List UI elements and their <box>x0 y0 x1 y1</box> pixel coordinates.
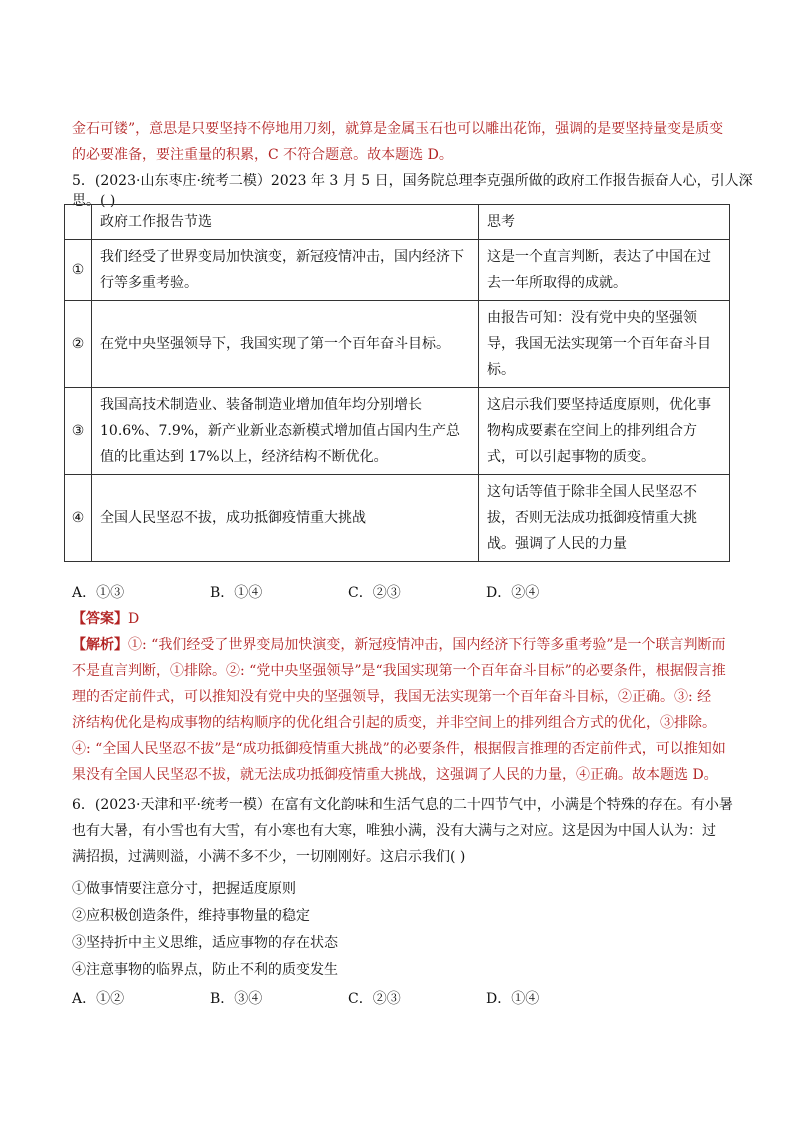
q6-option-b: B．③④ <box>210 991 263 1007</box>
q6-option-a: A．①② <box>72 991 125 1007</box>
table-header-row <box>65 205 730 240</box>
prev-analysis-line-2: 的必要准备，要注重量的积累，C 不符合题意。故本题选 D。 <box>72 147 453 163</box>
prev-analysis-line-1: 金石可镂”，意思是只要坚持不停地用刀刻，就算是金属玉石也可以雕出花饰，强调的是要坚持量变是质变 <box>72 121 724 137</box>
q5-stem-line-1: 5．(2023·山东枣庄·统考二模）2023 年 3 月 5 日，国务院总理李克强所做的政府工作报告振奋人心，引人深 <box>72 173 753 189</box>
row-number: ② <box>65 301 92 388</box>
row-excerpt: 在党中央坚强领导下，我国实现了第一个百年奋斗目标。 <box>92 301 479 388</box>
q5-answer <box>72 609 732 629</box>
row-excerpt: 我国高技术制造业、装备制造业增加值年均分别增长 10.6%、7.9%，新产业新业态新模式增加值占国内生产总值的比重达到 17%以上，经济结构不断优化。 <box>92 388 479 475</box>
row-number: ③ <box>65 388 92 475</box>
row-number: ④ <box>65 475 92 562</box>
q5-analysis-line-4: 济结构优化是构成事物的结构顺序的优化组合引起的质变，并非空间上的排列组合方式的优化，③排除。 <box>72 715 716 731</box>
q5-analysis-line-2: 不是直言判断，①排除。②: “党中央坚强领导”是“我国实现第一个百年奋斗目标”的必要条件，根据假言推 <box>72 663 726 679</box>
row-think: 由报告可知：没有党中央的坚强领导，我国无法实现第一个百年奋斗目标。 <box>479 301 730 388</box>
q5-option-c: C．②③ <box>348 585 401 601</box>
answer-label: 【答案】 <box>72 611 128 627</box>
table-row <box>65 475 730 562</box>
table-header-num <box>65 205 92 240</box>
row-number: ① <box>65 240 92 301</box>
analysis-label: 【解析】 <box>72 637 128 653</box>
q5-option-b: B．①④ <box>210 585 263 601</box>
q5-stem-line-2: 思。( ) <box>72 193 116 209</box>
q6-option-d: D．①④ <box>486 991 540 1007</box>
row-think: 这是一个直言判断，表达了中国在过去一年所取得的成就。 <box>479 240 730 301</box>
q6-item-3: ③坚持折中主义思维，适应事物的存在状态 <box>72 935 338 951</box>
q5-analysis-line-1 <box>72 635 732 655</box>
row-excerpt: 我们经受了世界变局加快演变，新冠疫情冲击，国内经济下行等多重考验。 <box>92 240 479 301</box>
q6-item-2: ②应积极创造条件，维持事物量的稳定 <box>72 908 310 924</box>
q6-stem-line-2: 也有大暑，有小雪也有大雪，有小寒也有大寒，唯独小满，没有大满与之对应。这是因为中国人认为：过 <box>72 823 716 839</box>
analysis-text: ①: “我们经受了世界变局加快演变，新冠疫情冲击，国内经济下行等多重考验”是一个联言判断而 <box>128 637 726 653</box>
q6-item-1: ①做事情要注意分寸，把握适度原则 <box>72 881 296 897</box>
q6-stem-line-1: 6．(2023·天津和平·统考一模）在富有文化韵味和生活气息的二十四节气中，小满是个特殊的存在。有小暑 <box>72 797 733 813</box>
row-think: 这启示我们要坚持适度原则，优化事物构成要素在空间上的排列组合方式，可以引起事物的质变。 <box>479 388 730 475</box>
answer-value: D <box>128 611 140 627</box>
q5-analysis-line-5: ④: “全国人民坚忍不拔”是“成功抵御疫情重大挑战”的必要条件，根据假言推理的否定前件式，可以推知如 <box>72 741 726 757</box>
table-row <box>65 240 730 301</box>
row-think: 这句话等值于除非全国人民坚忍不拔，否则无法成功抵御疫情重大挑战。强调了人民的力量 <box>479 475 730 562</box>
q5-analysis-line-6: 果没有全国人民坚忍不拔，就无法成功抵御疫情重大挑战，这强调了人民的力量，④正确。故本题选 D。 <box>72 767 718 783</box>
q6-item-4: ④注意事物的临界点，防止不利的质变发生 <box>72 962 338 978</box>
q6-stem-line-3: 满招损，过满则溢，小满不多不少，一切刚刚好。这启示我们( ) <box>72 849 466 865</box>
table-row <box>65 388 730 475</box>
row-excerpt: 全国人民坚忍不拔，成功抵御疫情重大挑战 <box>92 475 479 562</box>
table-header-think: 思考 <box>479 205 730 240</box>
q5-table <box>64 204 730 562</box>
q5-analysis-line-3: 理的否定前件式，可以推知没有党中央的坚强领导，我国无法实现第一个百年奋斗目标，②正确。③: 经 <box>72 689 712 705</box>
table-row <box>65 301 730 388</box>
table-header-excerpt: 政府工作报告节选 <box>92 205 479 240</box>
q5-option-a: A．①③ <box>72 585 125 601</box>
q5-option-d: D．②④ <box>486 585 540 601</box>
q6-option-c: C．②③ <box>348 991 401 1007</box>
